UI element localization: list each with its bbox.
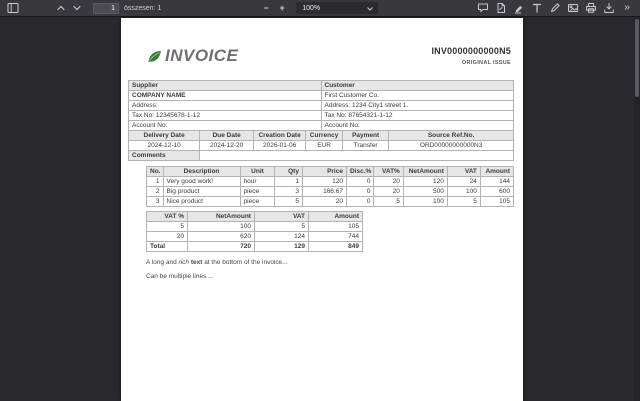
page-count-label: összesen: 1 [124, 4, 162, 12]
col-vat: VAT [447, 167, 480, 177]
item-price: 166.67 [302, 187, 346, 197]
item-description: Big product [163, 187, 240, 197]
meta-header-row [129, 131, 514, 141]
invoice-footer-note [146, 259, 523, 280]
pdf-viewer-area[interactable] [0, 18, 640, 401]
print-button[interactable] [583, 1, 599, 16]
zoom-value: 100% [302, 4, 321, 12]
item-row [147, 177, 514, 187]
invoice-logo-text: INVOICE [165, 46, 239, 65]
vat-amount: 105 [308, 222, 362, 232]
parties-row [129, 101, 514, 111]
vat-amount-header: Amount [308, 212, 362, 222]
footer-line2: Can be multiple lines ... [146, 273, 214, 280]
payment-header: Payment [343, 131, 389, 141]
parties-row [129, 91, 514, 101]
vat-pct-header: VAT % [147, 212, 188, 222]
item-no: 2 [147, 187, 164, 197]
supplier-address: Address: [129, 101, 322, 111]
currency-value: EUR [306, 141, 343, 151]
item-vat-pct: 20 [374, 177, 403, 187]
pdf-toolbar [0, 0, 640, 17]
vat-summary-table [146, 211, 363, 252]
item-qty: 1 [275, 177, 303, 187]
delivery-date-value: 2024-12-10 [129, 141, 200, 151]
signature-icon [495, 2, 507, 14]
col-description: Description [163, 167, 240, 177]
image-icon [567, 2, 579, 14]
previous-page-button[interactable] [53, 1, 69, 16]
item-unit: hour [240, 177, 275, 187]
vat-net: 100 [188, 222, 255, 232]
item-vat-pct: 20 [374, 187, 403, 197]
col-vat-pct: VAT% [374, 167, 403, 177]
item-unit: piece [240, 187, 275, 197]
footer-line1-italic: rich [178, 259, 190, 266]
item-disc: 0 [346, 197, 374, 207]
item-description: Very good work! [163, 177, 240, 187]
item-net: 120 [403, 177, 447, 187]
zoom-out-button[interactable]: − [258, 1, 274, 16]
item-amount: 105 [480, 197, 513, 207]
item-vat-pct: 5 [374, 197, 403, 207]
download-icon [603, 2, 615, 14]
free-text-button[interactable] [529, 1, 545, 16]
scrollbar-thumb[interactable] [635, 19, 639, 97]
highlight-icon [513, 2, 525, 14]
item-price: 120 [302, 177, 346, 187]
invoice-number: INV0000000000N5 [431, 46, 511, 56]
parties-header-row [129, 81, 514, 91]
item-net: 100 [403, 197, 447, 207]
item-qty: 5 [275, 197, 303, 207]
item-vat: 24 [447, 177, 480, 187]
source-ref-value: ORD00000000000N3 [389, 141, 514, 151]
item-amount: 600 [480, 187, 513, 197]
save-button[interactable] [601, 1, 617, 16]
comment-button[interactable] [475, 1, 491, 16]
chevron-up-icon [55, 2, 67, 14]
col-price: Price [302, 167, 346, 177]
col-net-amount: NetAmount [403, 167, 447, 177]
page-number-input[interactable] [93, 3, 119, 14]
vat-total-label: Total [147, 242, 188, 252]
vat-total-row [147, 242, 363, 252]
toolbar-right-icons [475, 1, 635, 16]
chevron-down-icon [366, 5, 374, 13]
chevron-double-right-icon: » [624, 2, 630, 13]
customer-account-no: Account No: [321, 121, 514, 131]
item-disc: 0 [346, 187, 374, 197]
meta-table [128, 130, 514, 161]
pdf-page [121, 18, 523, 401]
vat-vat: 5 [254, 222, 308, 232]
creation-date-header: Creation Date [254, 131, 306, 141]
due-date-header: Due Date [200, 131, 254, 141]
vat-net-header: NetAmount [188, 212, 255, 222]
item-no: 3 [147, 197, 164, 207]
customer-tax-no: Tax No: 87654321-1-12 [321, 111, 514, 121]
due-date-value: 2024-12-20 [200, 141, 254, 151]
comments-value [200, 151, 514, 161]
item-qty: 3 [275, 187, 303, 197]
supplier-header: Supplier [129, 81, 322, 91]
customer-address: Address: 1234 City1 street 1. [321, 101, 514, 111]
vat-pct: 20 [147, 232, 188, 242]
highlight-button[interactable] [511, 1, 527, 16]
item-row [147, 197, 514, 207]
footer-line1-post: at the bottom of the invoice... [202, 259, 288, 266]
vat-header-row [147, 212, 363, 222]
col-amount: Amount [480, 167, 513, 177]
text-icon [531, 2, 543, 14]
vat-total-net: 720 [188, 242, 255, 252]
vat-net: 620 [188, 232, 255, 242]
supplier-name: COMPANY NAME [129, 91, 322, 101]
comments-row [129, 151, 514, 161]
invoice-issue-label: ORIGINAL ISSUE [461, 60, 511, 66]
vat-vat: 124 [254, 232, 308, 242]
payment-value: Transfer [343, 141, 389, 151]
supplier-account-no: Account No: [129, 121, 322, 131]
comments-label: Comments [129, 151, 200, 161]
more-tools-button[interactable] [619, 1, 635, 16]
supplier-tax-no: Tax No: 12345678-1-12 [129, 111, 322, 121]
leaf-icon [147, 50, 162, 63]
items-table [146, 166, 514, 207]
vat-amount: 744 [308, 232, 362, 242]
item-amount: 144 [480, 177, 513, 187]
vat-row [147, 222, 363, 232]
vat-vat-header: VAT [254, 212, 308, 222]
item-net: 500 [403, 187, 447, 197]
comment-icon [477, 2, 489, 14]
chevron-down-icon [71, 2, 83, 14]
item-price: 20 [302, 197, 346, 207]
item-row [147, 187, 514, 197]
footer-line1 [146, 259, 523, 266]
parties-table [128, 80, 514, 131]
items-header-row [147, 167, 514, 177]
pen-icon [549, 2, 561, 14]
item-unit: piece [240, 197, 275, 207]
item-disc: 0 [346, 177, 374, 187]
currency-header: Currency [306, 131, 343, 141]
sidebar-toggle-icon [7, 2, 19, 14]
item-vat: 5 [447, 197, 480, 207]
customer-name: First Customer Co. [321, 91, 514, 101]
vertical-scrollbar[interactable] [634, 18, 640, 401]
item-vat: 100 [447, 187, 480, 197]
draw-button[interactable] [547, 1, 563, 16]
col-no: No. [147, 167, 164, 177]
invoice-header [147, 46, 511, 66]
vat-total-amount: 849 [308, 242, 362, 252]
col-disc: Disc.% [346, 167, 374, 177]
printer-icon [585, 2, 597, 14]
next-page-button[interactable] [69, 1, 85, 16]
item-description: Nice product [163, 197, 240, 207]
zoom-in-button[interactable]: + [274, 1, 290, 16]
vat-row [147, 232, 363, 242]
source-ref-header: Source Ref.No. [389, 131, 514, 141]
meta-value-row [129, 141, 514, 151]
vat-pct: 5 [147, 222, 188, 232]
footer-line1-pre: A long and [146, 259, 179, 266]
delivery-date-header: Delivery Date [129, 131, 200, 141]
parties-row [129, 111, 514, 121]
creation-date-value: 2026-01-06 [254, 141, 306, 151]
invoice-number-block [431, 46, 511, 66]
col-qty: Qty [275, 167, 303, 177]
item-no: 1 [147, 177, 164, 187]
signature-button[interactable] [493, 1, 509, 16]
vat-total-vat: 129 [254, 242, 308, 252]
footer-line1-bold: text [189, 259, 203, 266]
customer-header: Customer [321, 81, 514, 91]
sidebar-toggle-button[interactable] [5, 1, 21, 16]
add-image-button[interactable] [565, 1, 581, 16]
invoice-logo [147, 46, 238, 66]
zoom-select[interactable] [296, 2, 378, 14]
parties-row [129, 121, 514, 131]
col-unit: Unit [240, 167, 275, 177]
